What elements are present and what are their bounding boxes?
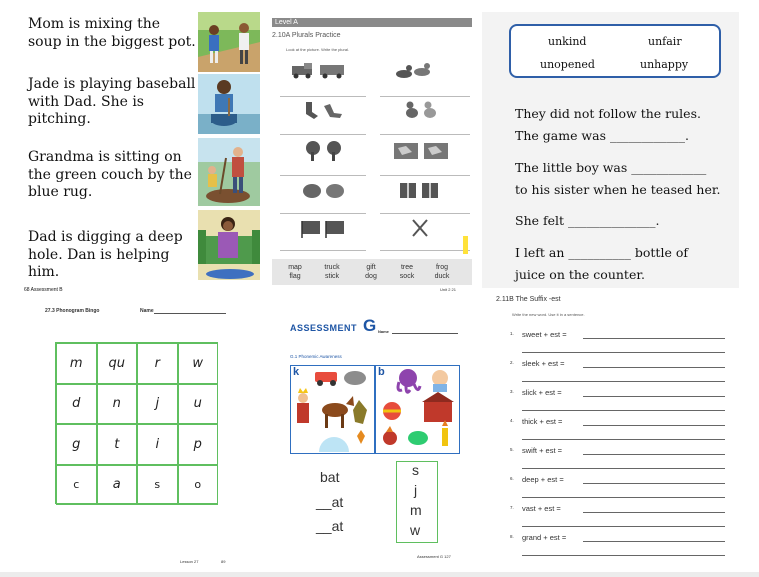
word-box-word: unhappy — [640, 58, 689, 71]
worksheet-title: 2.10A Plurals Practice — [272, 32, 341, 39]
word-bank-word: stick — [325, 273, 339, 280]
item-text: grand + est = — [522, 533, 567, 542]
plurals-practice-panel — [272, 12, 472, 294]
letter-choice[interactable]: s — [412, 462, 419, 478]
phonogram-bingo-panel — [12, 304, 267, 572]
word-blank-at[interactable]: __at — [316, 518, 344, 534]
prefix-un-panel — [482, 12, 739, 288]
item-number: 3. — [510, 389, 514, 394]
sentence-line[interactable] — [522, 526, 725, 527]
baseball-illustration — [198, 12, 260, 72]
answer-line[interactable] — [583, 396, 725, 397]
sentence-line[interactable] — [522, 555, 725, 556]
sentence-line: The little boy was ____________ — [515, 160, 707, 175]
answer-line[interactable] — [583, 541, 725, 542]
answer-line[interactable] — [583, 512, 725, 513]
assessment-title: ASSESSMENT — [290, 323, 358, 333]
gifts-picture — [398, 178, 442, 200]
name-line[interactable] — [154, 313, 226, 314]
k-picture-box — [290, 365, 375, 454]
page-footer: Assessment G 127 — [417, 554, 451, 559]
sentence-line: They did not follow the rules. — [515, 106, 701, 121]
story-sentence: Jade is playing baseball with Dad. She is pitching. — [28, 76, 196, 127]
sentence-line[interactable] — [522, 381, 725, 382]
item-number: 5. — [510, 447, 514, 452]
name-label: Name — [378, 329, 389, 334]
answer-line[interactable] — [583, 425, 725, 426]
word-bat: bat — [320, 469, 340, 485]
bingo-cell[interactable]: w — [178, 343, 219, 384]
box-label: k — [293, 366, 300, 378]
grandma-couch-illustration — [198, 210, 260, 280]
bingo-cell[interactable]: t — [97, 424, 138, 465]
answer-line[interactable] — [583, 367, 725, 368]
frogs-picture — [300, 178, 350, 200]
worksheet-title: 27.3 Phonogram Bingo — [45, 308, 100, 314]
word-box-word: unopened — [540, 58, 595, 71]
assessment-g-panel — [280, 304, 476, 568]
sentence-line[interactable] — [522, 497, 725, 498]
name-label: Name — [140, 308, 154, 314]
answer-line[interactable] — [583, 338, 725, 339]
word-bank-word: gift — [366, 264, 376, 271]
bingo-cell[interactable]: j — [137, 384, 178, 425]
box-label: b — [378, 366, 385, 378]
item-number: 1. — [510, 331, 514, 336]
name-line[interactable] — [392, 333, 458, 334]
page-footer: 68 Assessment B — [24, 287, 63, 293]
letter-choices-box — [396, 461, 438, 543]
highlight-marker — [463, 236, 468, 254]
story-sentences-panel — [12, 8, 260, 298]
word-bank — [272, 259, 472, 285]
word-box-word: unfair — [648, 35, 682, 48]
word-bank-word: flag — [289, 273, 301, 280]
sentence-line[interactable] — [522, 439, 725, 440]
trees-picture — [302, 140, 348, 162]
item-text: thick + est = — [522, 417, 563, 426]
word-bank-word: tree — [400, 264, 414, 271]
letter-choice[interactable]: w — [410, 522, 421, 538]
word-bank-word: map — [288, 264, 302, 271]
item-number: 6. — [510, 476, 514, 481]
bingo-cell[interactable]: r — [137, 343, 178, 384]
maps-picture — [392, 140, 452, 162]
word-bank-word: frog — [435, 264, 449, 271]
worksheet-instruction: Write the new word. Use it in a sentence. — [512, 312, 585, 317]
k-pictures — [291, 366, 373, 452]
worksheet-instruction: Look at the picture. Write the plural. — [286, 47, 350, 52]
letter-choice[interactable]: m — [410, 502, 422, 518]
bingo-cell[interactable]: n — [97, 384, 138, 425]
page-number: 89 — [221, 559, 226, 564]
trucks-picture — [290, 62, 350, 80]
item-text: sweet + est = — [522, 330, 567, 339]
sentence-line: I left an __________ bottle of — [515, 245, 688, 260]
answer-line[interactable] — [583, 483, 725, 484]
level-header: Level A — [272, 18, 472, 27]
word-blank-at[interactable]: __at — [316, 494, 344, 510]
item-number: 7. — [510, 505, 514, 510]
b-picture-box — [375, 365, 460, 454]
story-sentence: Mom is mixing the soup in the biggest pot. — [28, 16, 196, 50]
sentence-line: The game was ____________. — [515, 128, 689, 143]
item-text: deep + est = — [522, 475, 564, 484]
sticks-picture — [410, 218, 430, 238]
word-bank-word: duck — [434, 273, 450, 280]
story-sentence: Dad is digging a deep hole. Dan is helping him. — [28, 229, 183, 280]
flags-picture — [300, 218, 350, 238]
ducks-picture — [394, 62, 434, 80]
sentence-line: She felt ______________. — [515, 213, 660, 228]
sentence-line[interactable] — [522, 410, 725, 411]
bingo-cell[interactable]: o — [178, 465, 219, 506]
b-pictures — [376, 366, 458, 452]
item-number: 4. — [510, 418, 514, 423]
bingo-cell[interactable]: u — [178, 384, 219, 425]
bingo-cell[interactable]: a — [97, 465, 138, 506]
socks-picture — [302, 100, 348, 120]
bingo-cell[interactable]: g — [56, 424, 97, 465]
bingo-cell[interactable]: m — [56, 343, 97, 384]
word-box-word: unkind — [548, 35, 587, 48]
page-footer-lesson: Lesson 27 — [180, 559, 199, 564]
letter-choice[interactable]: j — [414, 482, 418, 498]
bingo-cell[interactable]: p — [178, 424, 219, 465]
item-text: swift + est = — [522, 446, 563, 455]
answer-line[interactable] — [583, 454, 725, 455]
suffix-est-panel — [488, 294, 739, 562]
worksheet-title: 2.11B The Suffix -est — [496, 296, 561, 303]
word-bank-word: dog — [365, 273, 377, 280]
sentence-line: to his sister when he teased her. — [515, 182, 721, 197]
digging-illustration — [198, 138, 260, 206]
sentence-line[interactable] — [522, 468, 725, 469]
page-footer: Unit 2 21 — [440, 287, 457, 292]
bingo-cell[interactable]: qu — [97, 343, 138, 384]
word-bank-word: truck — [324, 264, 340, 271]
bingo-grid — [55, 342, 218, 504]
bingo-cell[interactable]: s — [137, 465, 178, 506]
word-box — [509, 24, 721, 78]
item-text: sleek + est = — [522, 359, 565, 368]
item-text: slick + est = — [522, 388, 562, 397]
item-number: 2. — [510, 360, 514, 365]
bingo-cell[interactable]: c — [56, 465, 97, 506]
dogs-picture — [402, 100, 442, 120]
bingo-cell[interactable]: d — [56, 384, 97, 425]
item-text: vast + est = — [522, 504, 561, 513]
cooking-illustration — [198, 74, 260, 134]
bottom-bar — [0, 572, 759, 577]
sentence-line: juice on the counter. — [515, 267, 645, 282]
bingo-cell[interactable]: i — [137, 424, 178, 465]
word-bank-word: sock — [399, 273, 415, 280]
sentence-line[interactable] — [522, 352, 725, 353]
section-title: G.1 Phonemic Awareness — [290, 354, 342, 359]
story-sentence: Grandma is sitting on the green couch by the blue rug. — [28, 149, 192, 200]
assessment-letter: G — [363, 316, 377, 335]
item-number: 8. — [510, 534, 514, 539]
